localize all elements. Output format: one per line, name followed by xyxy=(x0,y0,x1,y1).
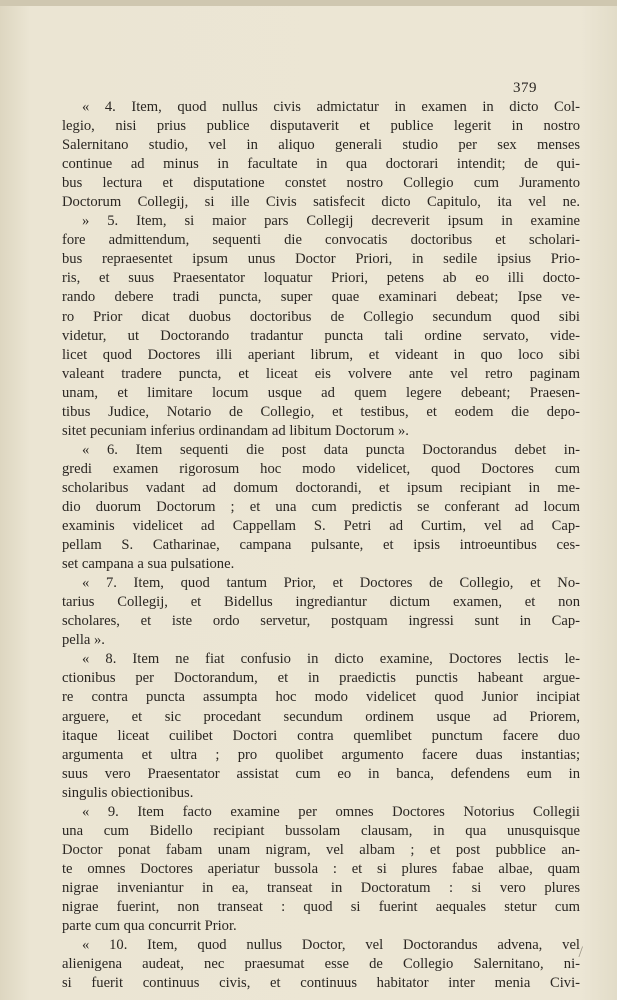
text-line: nigrae fuerint, non transeat : quod si fuerint aequales stetur cum xyxy=(62,898,580,915)
text-line: pellam S. Catharinae, campana pulsante, et ipsis introeuntibus ces- xyxy=(62,537,580,554)
text-line: Salernitano studio, vel in aliquo generali studio per sex menses xyxy=(62,137,580,154)
text-line: argumenta et ultra ; pro quolibet argumento facere duas instantias; xyxy=(62,746,580,763)
text-line: ris, et suus Praesentator loquatur Priori, petens ab eo illi docto- xyxy=(62,270,580,287)
text-line: pella ». xyxy=(62,632,105,649)
text-line: Doctorum Collegij, si ille Civis satisfecit dicto Capitulo, ita vel ne. xyxy=(62,194,580,211)
text-line: rando debere tradi puncta, super quae examinari debeat; Ipse ve- xyxy=(62,289,580,306)
text-line: sitet pecuniam inferius ordinandam ad libitum Doctorum ». xyxy=(62,422,409,439)
text-line: si fuerit continuus civis, et continuus habitator inter menia Civi- xyxy=(62,975,580,992)
text-line: gredi examen rigorosum hoc modo videlicet, quod Doctores cum xyxy=(62,460,580,477)
text-line: nigrae inveniantur in ea, transeat in Doctoratum : si vero plures xyxy=(62,879,580,896)
text-line: bus lectura et disputatione constet nostro Collegio cum Juramento xyxy=(62,175,580,192)
text-line: continue ad minus in facultate in qua doctorari intendit; de qui- xyxy=(62,156,580,173)
text-line: tibus Judice, Notario de Collegio, et testibus, et eodem die depo- xyxy=(62,403,580,420)
text-line: alienigena audeat, nec praesumat esse de Collegio Salernitano, ni- xyxy=(62,956,580,973)
text-line: set campana a sua pulsatione. xyxy=(62,556,235,573)
text-line: examinis videlicet ad Cappellam S. Petri ad Curtim, vel ad Cap- xyxy=(62,518,580,535)
page-top-edge xyxy=(0,0,617,6)
text-line: « 10. Item, quod nullus Doctor, vel Doctorandus advena, vel xyxy=(82,937,580,954)
text-line: « 9. Item facto examine per omnes Doctores Notorius Collegii xyxy=(82,803,580,820)
text-line: videtur, ut Doctorando tradantur puncta tali ordine servato, vide- xyxy=(62,327,580,344)
text-line: parte cum qua concurrit Prior. xyxy=(62,918,237,935)
text-line: te omnes Doctores aperiatur bussola : et si plures fabae albae, quam xyxy=(62,860,580,877)
text-line: valeant tradere puncta, et liceat eis volvere ante vel retro paginam xyxy=(62,365,580,382)
text-line: « 4. Item, quod nullus civis admictatur in examen in dicto Col- xyxy=(82,99,580,115)
text-line: unam, et limitare locum usque ad quem legere debeant; Praesen- xyxy=(62,384,580,401)
text-line: scholares, et iste ordo servetur, postquam ingressi sunt in Cap- xyxy=(62,613,580,630)
text-line: scholaribus vadant ad domum doctorandi, et ipsum recipiant in me- xyxy=(62,479,580,496)
text-line: suus vero Praesentator assistat cum eo in banca, defendens eum in xyxy=(62,765,580,782)
text-line: » 5. Item, si maior pars Collegij decreverit ipsum in examine xyxy=(82,213,580,230)
text-line: licet quod Doctores illi aperiant librum, et videant in quo loco sibi xyxy=(62,346,580,363)
text-line: Doctor ponat fabam unam nigram, vel albam ; et post pubblice an- xyxy=(62,841,580,858)
text-line: arguere, et sic procedant secundum ordinem usque ad Priorem, xyxy=(62,708,580,725)
text-line: legio, nisi prius publice disputaverit et publice legerit in nostro xyxy=(62,118,580,135)
text-line: itaque liceat cuilibet Doctori contra quemlibet punctum facere duo xyxy=(62,727,580,744)
text-line: ctionibus per Doctorandum, et in praedictis punctis habeant argue- xyxy=(62,670,580,687)
text-line: una cum Bidello recipiant bussolam clausam, in qua unusquisque xyxy=(62,822,580,839)
body-text xyxy=(62,98,580,993)
text-line: tarius Collegij, et Bidellus ingrediantur dictum examen, et non xyxy=(62,594,580,611)
pencil-mark: / xyxy=(578,944,583,961)
text-line: bus repraesentet ipsum unus Doctor Priori, in sedile ipsius Prio- xyxy=(62,251,580,268)
text-line: ro Prior dicat duobus doctoribus de Collegio secundum quod sibi xyxy=(62,308,580,325)
text-line: fore admittendum, sequenti die convocatis doctoribus et scholari- xyxy=(62,232,580,249)
text-line: « 6. Item sequenti die post data puncta Doctorandus debet in- xyxy=(82,441,580,458)
text-line: « 7. Item, quod tantum Prior, et Doctores de Collegio, et No- xyxy=(82,575,580,592)
text-line: re contra puncta assumpta hoc modo videlicet quod Junior incipiat xyxy=(62,689,580,706)
text-line: dio duorum Doctorum ; et una cum predictis se conferant ad locum xyxy=(62,498,580,515)
text-line: singulis obiectionibus. xyxy=(62,784,194,801)
text-line: « 8. Item ne fiat confusio in dicto examine, Doctores lectis le- xyxy=(82,651,580,668)
page-number: 379 xyxy=(513,80,537,96)
